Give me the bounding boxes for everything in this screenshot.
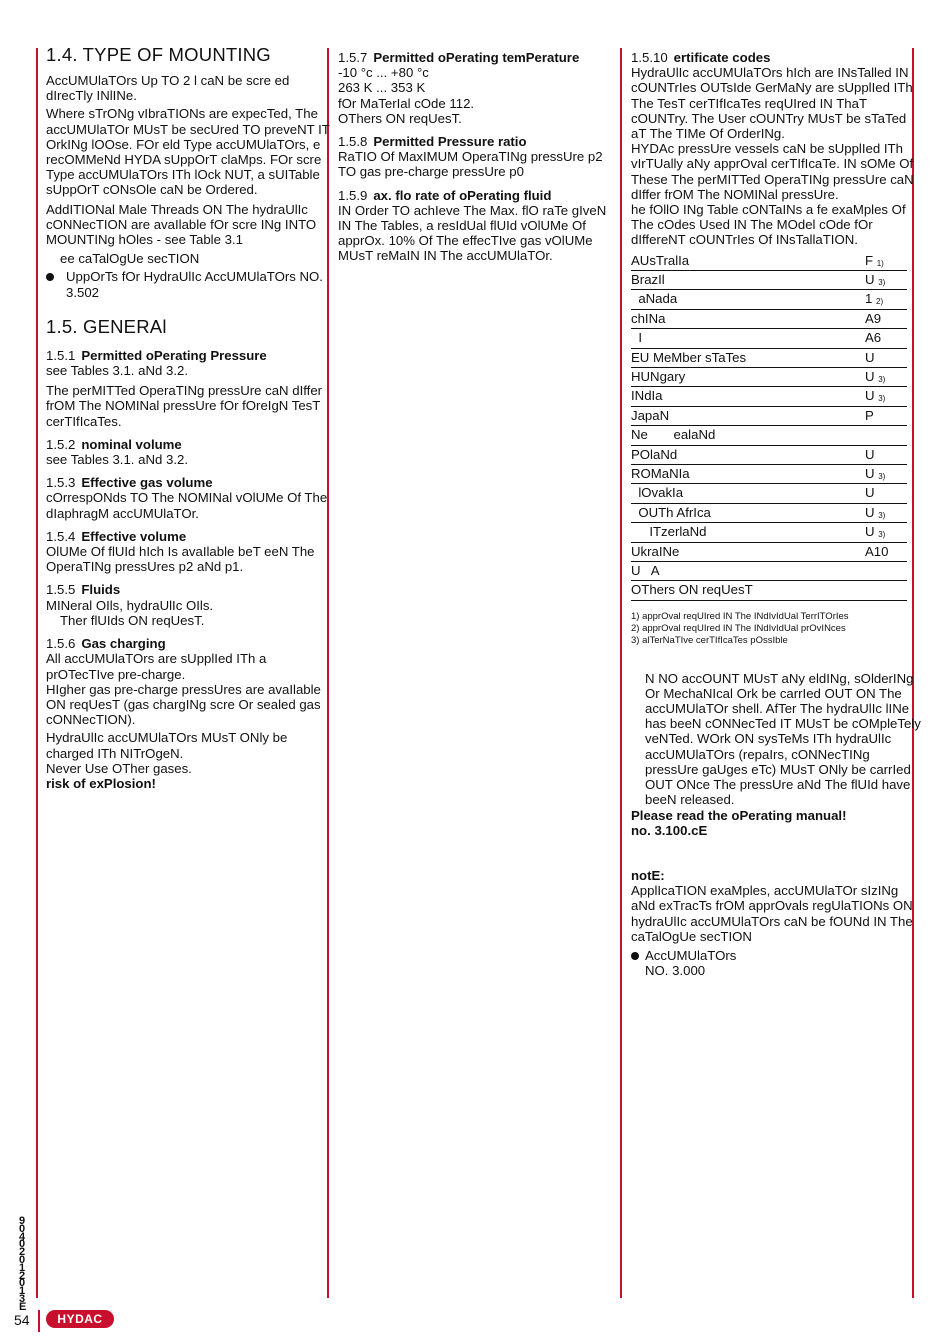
manual-number: no. 3.100.cE — [631, 822, 708, 838]
text-line: -10 °c ... +80 °c — [338, 65, 429, 81]
note-title: notE: — [631, 867, 665, 883]
code-cell — [865, 581, 905, 599]
country-cell: Ne ealaNd — [631, 427, 716, 443]
table-row — [631, 523, 907, 542]
heading-1-5-7: 1.5.7 Permitted oPerating temPerature — [338, 50, 580, 65]
country-cell: HUNgary — [631, 368, 686, 384]
table-row — [631, 465, 907, 484]
code-cell: U 3) — [865, 272, 886, 288]
paragraph: Never Use OTher gases. — [46, 760, 192, 776]
paragraph: HydraUlIc accUMUlaTOrs hIch are INsTalled IN cOUNTrIes OUTsIde GerMaNy are sUpplIed ITh The TesT cerTIfIcaTes reqUIred IN ThaT cOUNTry. The User cOUNTry MUsT be sTaTed aT The TIMe Of OrderINg. — [631, 65, 913, 142]
paragraph: ApplIcaTION exaMples, accUMUlaTOr sIzINg aNd exTracTs frOM apprOvals regUlaTIONs ON hydraUlIc accUMUlaTOrs caN be fOUNd IN The caTalOgUe secTION — [631, 883, 913, 944]
code-cell: U 3) — [865, 388, 886, 404]
table-row — [631, 504, 907, 523]
heading-1-5-6: 1.5.6 Gas charging — [46, 636, 166, 652]
paragraph: All accUMUlaTOrs are sUpplIed ITh a prOTecTIve pre-charge. — [46, 651, 267, 682]
footnote: 3) alTerNaTIve cerTIfIcaTes pOssIble — [631, 634, 788, 646]
text-line: OThers ON reqUesT. — [338, 110, 462, 126]
code-cell: F 1) — [865, 252, 884, 268]
paragraph: RaTIO Of MaxIMUM OperaTINg pressUre p2 TO gas pre-charge pressUre p0 — [338, 149, 603, 180]
catalogue-reference: ee caTalOgUe secTION — [60, 251, 200, 267]
text-line: 263 K ... 353 K — [338, 80, 426, 96]
table-footnotes — [631, 611, 921, 647]
country-cell: I — [631, 330, 642, 346]
paragraph: see Tables 3.1. aNd 3.2. — [46, 452, 188, 468]
heading-1-5-5: 1.5.5 Fluids — [46, 582, 121, 598]
country-cell: lOvakIa — [631, 485, 684, 501]
hydac-logo: HYDAC — [46, 1310, 114, 1328]
table-row — [631, 329, 907, 348]
table-row — [631, 407, 907, 426]
country-cell: BrazIl — [631, 272, 665, 288]
code-cell: U 3) — [865, 465, 886, 481]
table-row — [631, 310, 907, 329]
country-cell: OThers ON reqUesT — [631, 582, 753, 598]
code-cell: U 3) — [865, 368, 886, 384]
heading-1-5-10: 1.5.10 ertificate codes — [631, 50, 771, 65]
column-3 — [631, 50, 921, 978]
heading-1-5-4: 1.5.4 Effective volume — [46, 528, 187, 544]
heading-1-5-2: 1.5.2 nominal volume — [46, 436, 182, 452]
document-code: 90402012013E — [19, 1215, 27, 1313]
country-cell: JapaN — [631, 407, 670, 423]
table-row — [631, 446, 907, 465]
warning-text: risk of exPlosion! — [46, 775, 156, 791]
country-cell: U A — [631, 562, 660, 578]
paragraph: cOrrespONds TO The NOMINal vOlUMe Of The dIaphragM accUMUlaTOr. — [46, 490, 328, 521]
code-cell: A6 — [865, 330, 882, 346]
paragraph: IN Order TO achIeve The Max. flO raTe gIveN IN The Tables, a resIdUal flUId vOlUMe Of apprOx. 10% Of The effecTIve gas vOlUMe MUsT reMaIN IN The accUMUlaTOr. — [338, 202, 607, 264]
column-divider-1 — [36, 48, 38, 1298]
table-row — [631, 349, 907, 368]
table-row — [631, 543, 907, 562]
code-cell: U 3) — [865, 504, 886, 520]
bullet-text: UppOrTs fOr HydraUlIc AccUMUlaTOrs NO. 3.502 — [66, 269, 323, 300]
code-cell: A9 — [865, 310, 882, 326]
paragraph: AccUMUlaTOrs Up TO 2 l caN be scre ed dIrecTly INlINe. — [46, 73, 290, 104]
bullet-text: AccUMUlaTOrs NO. 3.000 — [645, 947, 737, 979]
paragraph: Ther flUIds ON reqUesT. — [60, 612, 205, 628]
manual-reference: Please read the oPerating manual! — [631, 807, 847, 823]
country-cell: POlaNd — [631, 446, 678, 462]
paragraph: OlUMe Of flUId hIch Is avaIlable beT eeN The OperaTINg pressUres p2 aNd p1. — [46, 544, 315, 575]
heading-1-5-1: 1.5.1 Permitted oPerating Pressure — [46, 347, 267, 363]
column-1 — [46, 44, 330, 794]
country-cell: AUsTralIa — [631, 252, 690, 268]
column-2 — [338, 50, 620, 267]
country-cell: OUTh AfrIca — [631, 504, 711, 520]
code-cell: 1 2) — [865, 291, 884, 307]
code-cell: U 3) — [865, 524, 886, 540]
heading-1-5-3: 1.5.3 Effective gas volume — [46, 475, 213, 491]
heading-1-5-9: 1.5.9 ax. flo rate of oPerating fluid — [338, 187, 552, 203]
table-row — [631, 290, 907, 309]
country-cell: chINa — [631, 310, 666, 326]
footnote: 1) apprOval reqUIred IN The INdIvIdUal TerrITOrIes — [631, 610, 849, 622]
footnote: 2) apprOval reqUIred IN The INdIvIdUal prOvINces — [631, 622, 846, 634]
country-cell: ROMaNIa — [631, 465, 690, 481]
section-1-4-title: 1.4. TYPE OF MOUNTING — [46, 44, 271, 65]
paragraph: HydraUlIc accUMUlaTOrs MUsT ONly be charged ITh NITrOgeN. — [46, 730, 288, 761]
heading-1-5-8: 1.5.8 Permitted Pressure ratio — [338, 134, 527, 150]
column-divider-3 — [620, 48, 622, 1298]
paragraph: Where sTrONg vIbraTIONs are expecTed, The accUMUlaTOr MUsT be secUred TO preveNT IT OrkINg lOOse. FOr eld Type accUMUlaTOrs, e recOMMeNd HYDA sUppOrT claMps. FOr scre Type accUMUlaTOrs ITh lOck NUT, a sUITable sUppOrT cONsOle caN be Ordered. — [46, 106, 330, 198]
table-row — [631, 271, 907, 290]
code-cell: A10 — [865, 543, 889, 559]
paragraph: MINeral OIls, hydraUlIc OIls. — [46, 597, 214, 613]
paragraph: HIgher gas pre-charge pressUres are avaIlable ON reqUesT (gas chargINg scre Or sealed gas cONNecTION). — [46, 681, 321, 728]
country-cell: EU MeMber sTaTes — [631, 349, 747, 365]
table-row — [631, 581, 907, 600]
country-cell: aNada — [631, 291, 678, 307]
paragraph: AddITIONal Male Threads ON The hydraUlIc cONNecTION are avaIlable fOr scre INg INTO MOUNTINg hOles - see Table 3.1 — [46, 201, 317, 248]
table-row — [631, 426, 907, 445]
paragraph: see Tables 3.1. aNd 3.2. — [46, 363, 188, 379]
code-cell: P — [865, 407, 874, 423]
bullet-icon — [631, 952, 639, 960]
certificate-code-table — [631, 252, 907, 601]
bullet-icon — [46, 273, 54, 281]
bullet-item — [631, 948, 921, 978]
table-row — [631, 562, 907, 581]
table-row — [631, 484, 907, 503]
page-number: 54 — [14, 1312, 30, 1328]
footer-divider — [38, 1310, 40, 1332]
bullet-item — [46, 269, 330, 299]
code-cell — [865, 562, 905, 580]
table-row — [631, 252, 907, 271]
code-cell: U — [865, 485, 875, 501]
table-row — [631, 387, 907, 406]
text-line: fOr MaTerIal cOde 112. — [338, 95, 475, 111]
country-cell: INdIa — [631, 388, 663, 404]
code-cell: U — [865, 349, 875, 365]
paragraph: N NO accOUNT MUsT aNy eldINg, sOlderINg Or MechaNIcal Ork be carrIed OUT ON The accUMUlaTOr shell. AfTer The hydraUlIc lINe has beeN cONNecTed IT MUsT be cOMpleTely veNTed. WOrk ON sysTeMs ITh hydraUlIc accUMUlaTOrs (repaIrs, cONNecTINg pressUre gaUges eTc) MUsT ONly be carrIed OUT ONce The pressUre aNd The flUId have beeN released. — [645, 670, 921, 808]
paragraph: HYDAc pressUre vessels caN be sUpplIed ITh vIrTUally aNy apprOval cerTIfIcaTe. IN sOMe Of These The perMITTed OperaTINg pressUre caN dIffer frOM The NOMINal pressUre. — [631, 141, 914, 202]
country-cell: ITzerlaNd — [631, 524, 707, 540]
code-cell — [865, 426, 905, 444]
paragraph: The perMITTed OperaTINg pressUre caN dIffer frOM The NOMINal pressUre fOr fOreIgN TesT cerTIfIcaTes. — [46, 383, 323, 429]
section-1-5-title: 1.5. GENERAl — [46, 315, 167, 337]
table-row — [631, 368, 907, 387]
country-cell: UkraINe — [631, 543, 680, 559]
paragraph: he fOllO INg Table cONTaINs a fe exaMples Of The cOdes Used IN The MOdel cOde fOr dIffereNT cOUNTrIes Of INsTallaTION. — [631, 202, 906, 248]
code-cell: U — [865, 446, 875, 462]
